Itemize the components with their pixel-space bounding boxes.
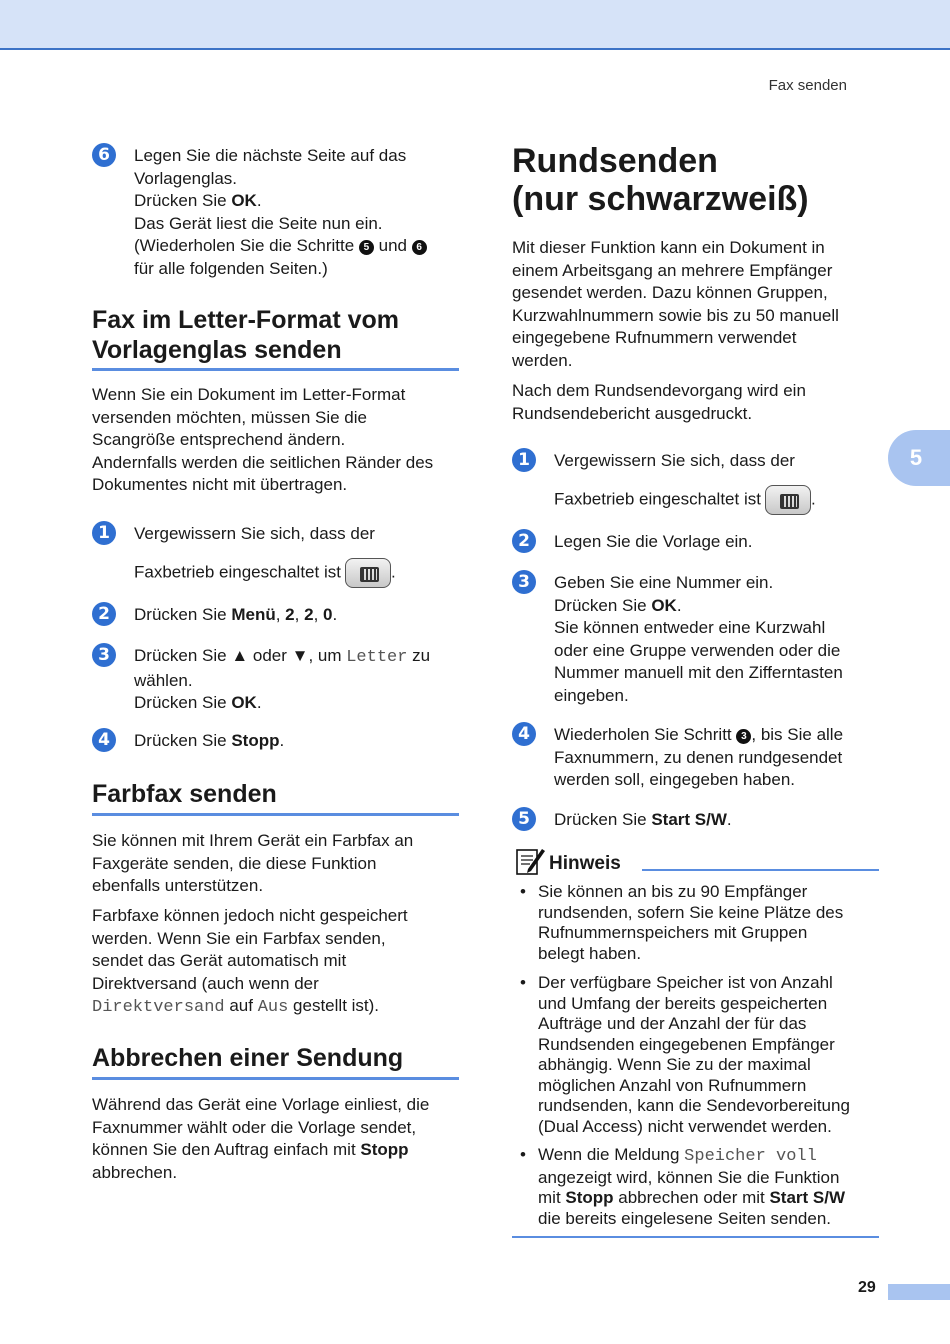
line: Drücken Sie OK. xyxy=(134,191,262,210)
step-number: 2 xyxy=(92,602,116,626)
line: Legen Sie die Vorlage ein. xyxy=(554,532,753,551)
heading-rule xyxy=(92,368,459,371)
note-header xyxy=(512,845,879,875)
line: Faxbetrieb eingeschaltet ist . xyxy=(134,558,396,588)
running-title: Fax senden xyxy=(768,77,847,94)
line: Vergewissern Sie sich, dass der xyxy=(554,451,795,470)
line: Drücken Sie Stopp. xyxy=(134,731,285,750)
step-number: 6 xyxy=(92,143,116,167)
line: wählen. xyxy=(134,670,193,690)
line: Legen Sie die nächste Seite auf das xyxy=(134,146,407,165)
note-pencil-icon xyxy=(514,845,546,877)
line: Sie können entweder eine Kurzwahl xyxy=(554,618,826,637)
step-number: 2 xyxy=(512,529,536,553)
step-text xyxy=(134,145,427,280)
line: Drücken Sie OK. xyxy=(554,595,682,615)
step-number: 3 xyxy=(92,643,116,667)
step-number: 4 xyxy=(512,722,536,746)
step-number: 4 xyxy=(92,728,116,752)
step-number: 1 xyxy=(92,521,116,545)
line: (Wiederholen Sie die Schritte 5 und 6 xyxy=(134,235,427,258)
paragraph: Mit dieser Funktion kann ein Dokument in einem Arbeitsgang an mehrere Empfänger gesendet werden. Dazu können Gruppen, Kurzwahlnummern sowie bis zu 50 manuell eingegebene Rufnummern verwendet werden. xyxy=(512,238,839,370)
fax-mode-button-icon xyxy=(345,558,391,588)
top-header-band xyxy=(0,0,950,50)
line: für alle folgenden Seiten.) xyxy=(134,258,328,278)
heading-rule xyxy=(92,1077,459,1080)
note-rule xyxy=(642,869,879,871)
step-ref-icon: 3 xyxy=(736,729,751,744)
line: Drücken Sie Start S/W. xyxy=(554,810,732,829)
line: Faxnummern, zu denen rundgesendet xyxy=(554,747,843,767)
paragraph: Wenn Sie ein Dokument im Letter-Format versenden möchten, müssen Sie die Scangröße entsprechend ändern. Andernfalls werden die seitlichen Ränder des Dokumentes nicht mit übertragen. xyxy=(92,385,434,494)
line: Wiederholen Sie Schritt 3 , bis Sie alle xyxy=(554,725,844,744)
note-title: Hinweis xyxy=(549,853,621,874)
list-item: • Sie können an bis zu 90 Empfänger rundsenden, sofern Sie keine Plätze des Rufnummernspeichers mit Gruppen belegt haben. xyxy=(520,882,844,963)
page-number: 29 xyxy=(858,1279,876,1296)
line: Vorlagenglas. xyxy=(134,168,238,188)
list-item: • Wenn die Meldung Speicher voll angezeigt wird, können Sie die Funktion mit Stopp abbrechen oder mit Start S/W die bereits eingelesene Seiten senden. xyxy=(520,1145,846,1228)
step-ref-icon: 5 xyxy=(359,240,374,255)
section-heading: Fax im Letter-Format vom Vorlagenglas senden xyxy=(92,306,400,364)
line: Das Gerät liest die Seite nun ein. xyxy=(134,213,383,233)
line: Faxbetrieb eingeschaltet ist . xyxy=(554,485,816,515)
page-number-bar xyxy=(888,1284,950,1300)
line: Vergewissern Sie sich, dass der xyxy=(134,524,375,543)
note-bottom-rule xyxy=(512,1236,879,1238)
paragraph: Während das Gerät eine Vorlage einliest, die Faxnummer wählt oder die Vorlage sendet, können Sie den Auftrag einfach mit Stopp abbrechen. xyxy=(92,1095,430,1182)
line: Drücken Sie ▲ oder ▼, um Letter zu xyxy=(134,646,431,667)
paragraph: Sie können mit Ihrem Gerät ein Farbfax an Faxgeräte senden, die diese Funktion ebenfalls unterstützen. xyxy=(92,831,414,895)
step-number: 1 xyxy=(512,448,536,472)
fax-mode-button-icon xyxy=(765,485,811,515)
line: eingeben. xyxy=(554,685,629,705)
line: Drücken Sie Menü, 2, 2, 0. xyxy=(134,605,338,624)
page-heading: Rundsenden (nur schwarzweiß) xyxy=(512,142,809,218)
heading-rule xyxy=(92,813,459,816)
step-number: 5 xyxy=(512,807,536,831)
list-item: • Der verfügbare Speicher ist von Anzahl und Umfang der bereits gespeicherten Aufträge und der Anzahl der für das Rundsenden eingegebenen Empfänger abhängig. Wenn Sie zu der maximal möglichen Anzahl von Rufnummern rundsenden, kann die Sendevorbereitung (Dual Access) nicht verwendet werden. xyxy=(520,973,850,1136)
line: Nummer manuell mit den Zifferntasten xyxy=(554,663,843,682)
paragraph: Nach dem Rundsendevorgang wird ein Rundsendebericht ausgedruckt. xyxy=(512,381,806,423)
section-heading: Abbrechen einer Sendung xyxy=(92,1044,404,1072)
line: Drücken Sie OK. xyxy=(134,693,262,712)
step-number: 3 xyxy=(512,570,536,594)
section-heading: Farbfax senden xyxy=(92,780,277,808)
line: oder eine Gruppe verwenden oder die xyxy=(554,640,841,660)
step-ref-icon: 6 xyxy=(412,240,427,255)
line: Geben Sie eine Nummer ein. xyxy=(554,573,774,592)
paragraph: Farbfaxe können jedoch nicht gespeichert werden. Wenn Sie ein Farbfax senden, sendet das Gerät automatisch mit Direktversand (auch wenn der Direktversand auf Aus gestellt ist). xyxy=(92,906,408,1017)
line: werden soll, eingegeben haben. xyxy=(554,770,796,789)
chapter-tab[interactable]: 5 xyxy=(888,430,950,486)
